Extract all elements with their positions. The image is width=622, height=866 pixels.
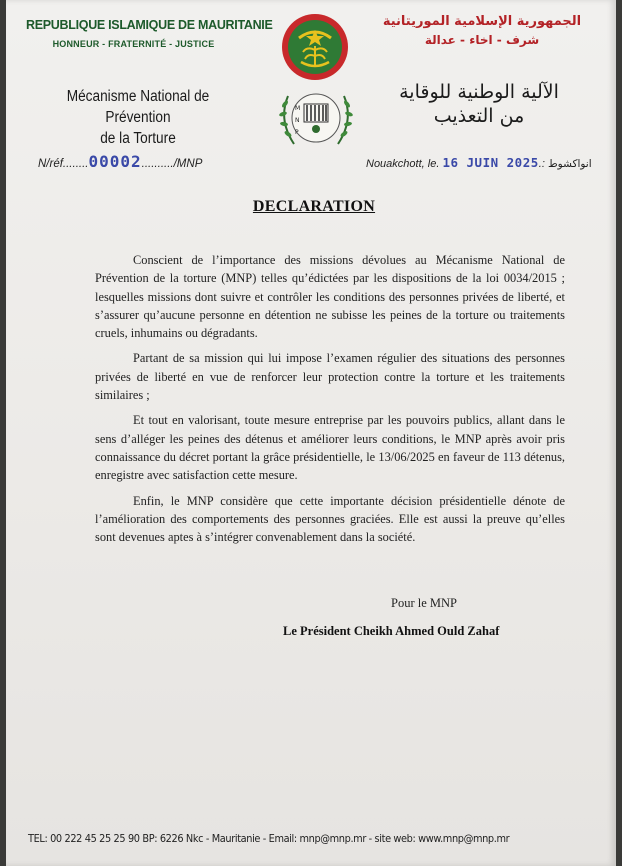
- reference-label: N/réf: [38, 158, 63, 170]
- document-title: DECLARATION: [252, 198, 376, 215]
- national-seal-icon: [277, 12, 353, 82]
- date-label-ar: انواكشوط: [547, 158, 592, 170]
- institution-name-ar: [364, 80, 594, 128]
- paragraph-3: Et tout en valorisant, toute mesure entreprise par les pouvoirs publics, allant dans le sens d’alléger les peines des détenus et améliorer leurs conditions, le MNP après avoir pris connaissance du décret portant la grâce présidentielle, le 13/06/2025 en faveur de 113 détenus, enregistre avec satisfaction cette mesure.: [95, 413, 565, 483]
- logo-letter-n: N: [295, 117, 300, 124]
- signatory-name: Le Président Cheikh Ahmed Ould Zahaf: [283, 624, 500, 638]
- mnp-logo-icon: [274, 86, 358, 152]
- date-stamp: 16 JUIN 2025: [442, 155, 539, 170]
- motto-ar: شرف - اخاء - عدالة: [424, 33, 540, 47]
- date-city-label: Nouakchott, le: [366, 158, 437, 170]
- institution-name-fr: [38, 86, 239, 149]
- declaration-body: [95, 251, 565, 553]
- paragraph-2: Partant de sa mission qui lui impose l’examen régulier des situations des personnes privées de liberté en vue de renforcer leur protection contre la torture et les traitements similaires ;: [95, 351, 565, 403]
- country-name-ar: الجمهورية الإسلامية الموريتانية: [382, 14, 582, 29]
- reference-suffix: /MNP: [173, 158, 203, 170]
- header-french: [26, 18, 273, 49]
- institution-name-fr-line1: Mécanisme National de Prévention: [66, 88, 210, 126]
- paragraph-1: Conscient de l’importance des missions dévolues au Mécanisme National de Prévention de la torture (MNP) telles qu’édictées par les dispositions de la loi 0034/2015 ; lesquelles missions dont suivre et contrôler les conditions des personnes privées de liberté, et s’assurer qu’aucune personne en détention ne subisse les peines de la torture ou traitements cruels, inhumains ou dégradants.: [95, 253, 565, 341]
- reference-line: N/réf........00002........../MNP: [38, 152, 203, 171]
- document-page: [6, 0, 616, 866]
- institution-name-ar-line2: من التعذيب: [433, 105, 525, 127]
- date-line: Nouakchott, le. 16 JUIN 2025.: انواكشوط: [366, 155, 592, 170]
- motto-fr: HONNEUR - FRATERNITÉ - JUSTICE: [52, 39, 215, 49]
- paragraph-4: Enfin, le MNP considère que cette importante décision présidentielle dénote de l’amélioration des comportements des personnes graciées. Elle est aussi la preuve qu’elles sont devenues aptes à s’intégrer convenablement dans la société.: [95, 493, 565, 545]
- signature-for: Pour le MNP: [391, 596, 457, 610]
- reference-number-stamp: 00002: [88, 152, 142, 171]
- institution-name-ar-line1: الآلية الوطنية للوقاية: [399, 81, 559, 103]
- logo-letter-p: P: [295, 129, 299, 136]
- footer-contact: TEL: 00 222 45 25 25 90 BP: 6226 Nkc - Mauritanie - Email: mnp@mnp.mr - site web: www.mnp@mnp.mr: [28, 833, 510, 845]
- country-name-fr: REPUBLIQUE ISLAMIQUE DE MAURITANIE: [26, 18, 273, 32]
- header-arabic: [372, 14, 592, 47]
- logo-letter-m: M: [295, 105, 301, 112]
- institution-name-fr-line2: de la Torture: [100, 130, 176, 147]
